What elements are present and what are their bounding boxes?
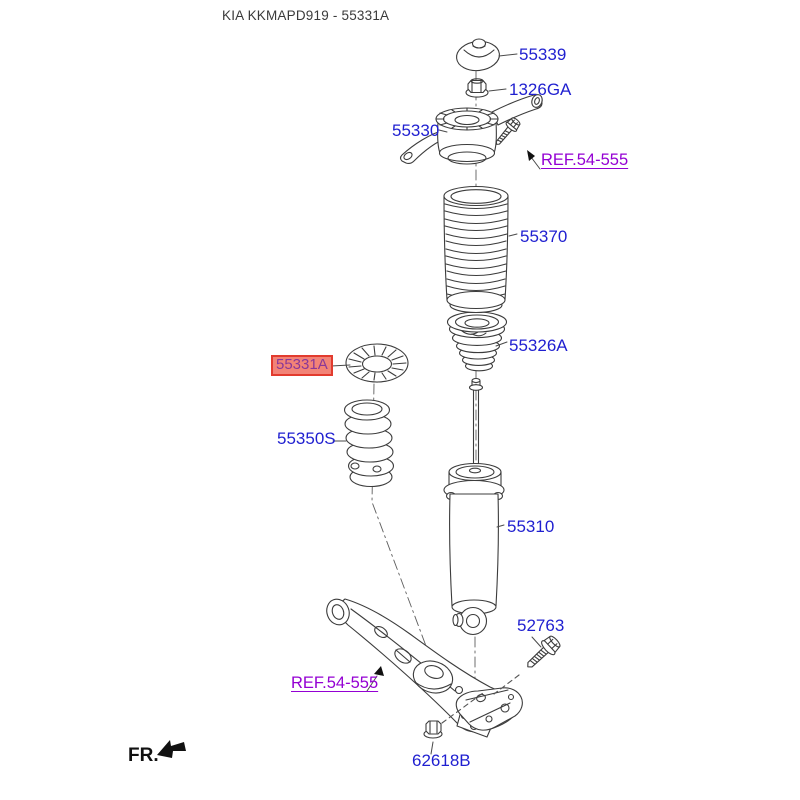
ref-label-54-555-lower[interactable]: REF.54-555 (291, 674, 379, 692)
part-label-55326a[interactable]: 55326A (509, 336, 568, 355)
part-label-55339[interactable]: 55339 (519, 45, 567, 64)
page-title: KIA KKMAPD919 - 55331A (222, 8, 390, 23)
coil-spring-drawing (345, 400, 394, 487)
front-direction-label: FR. (128, 745, 159, 766)
part-label-55350s[interactable]: 55350S (277, 429, 336, 448)
part-label-55331a-highlighted[interactable]: 55331A (271, 355, 333, 376)
part-label-55310[interactable]: 55310 (507, 517, 555, 536)
spring-seat-drawing (346, 344, 408, 382)
shock-absorber-drawing (444, 379, 504, 635)
part-label-55330[interactable]: 55330 (392, 121, 440, 140)
part-label-62618b[interactable]: 62618B (412, 751, 471, 770)
bump-stopper-drawing (448, 312, 507, 371)
nut-1326ga-drawing (466, 79, 488, 97)
part-label-52763[interactable]: 52763 (517, 616, 565, 635)
cap-drawing (455, 39, 501, 73)
ref-label-54-555-upper[interactable]: REF.54-555 (541, 151, 629, 169)
part-label-55370[interactable]: 55370 (520, 227, 568, 246)
part-label-1326ga[interactable]: 1326GA (509, 80, 572, 99)
fr-direction-arrow-icon (157, 740, 186, 758)
dust-cover-drawing (444, 187, 508, 313)
bolt-52763-drawing (494, 633, 563, 694)
lower-arm-drawing (323, 596, 522, 737)
